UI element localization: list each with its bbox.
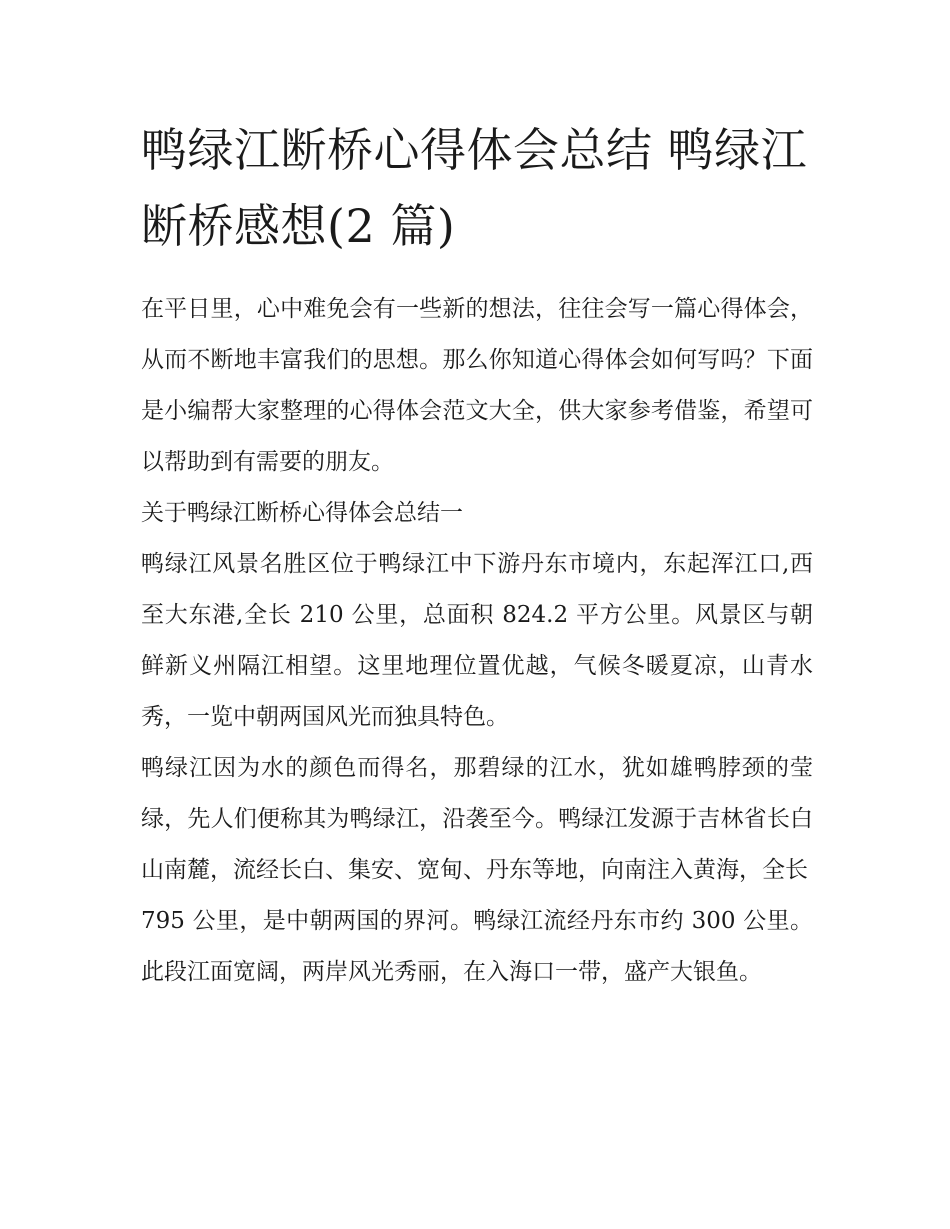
body-paragraph-3: 795 公里，是中朝两国的界河。鸭绿江流经丹东市约 300 公里。此段江面宽阔，两岸风光秀丽，在入海口一带，盛产大银鱼。 [141, 908, 813, 985]
document-title: 鸭绿江断桥心得体会总结 鸭绿江断桥感想(2 篇) [141, 123, 808, 253]
intro-paragraph: 在平日里，心中难免会有一些新的想法，往往会写一篇心得体会，从而不断地丰富我们的思想。那么你知道心得体会如何写吗？下面是小编帮大家整理的心得体会范文大全，供大家参考借鉴，希望可以帮助到有需要的朋友。 [141, 296, 813, 475]
body-paragraph-1: 鸭绿江风景名胜区位于鸭绿江中下游丹东市境内，东起浑江口,西至大东港,全长 210 公里，总面积 824.2 平方公里。风景区与朝鲜新义州隔江相望。这里地理位置优越，气候冬暖夏凉，山青水秀，一览中朝两国风光而独具特色。 [141, 551, 813, 730]
document-page [141, 112, 813, 998]
section-heading: 关于鸭绿江断桥心得体会总结一 [141, 500, 463, 526]
body-paragraph-2: 鸭绿江因为水的颜色而得名，那碧绿的江水，犹如雄鸭脖颈的莹绿，先人们便称其为鸭绿江，沿袭至今。鸭绿江发源于吉林省长白山南麓，流经长白、集安、宽甸、丹东等地，向南注入黄海，全长 [141, 755, 813, 883]
